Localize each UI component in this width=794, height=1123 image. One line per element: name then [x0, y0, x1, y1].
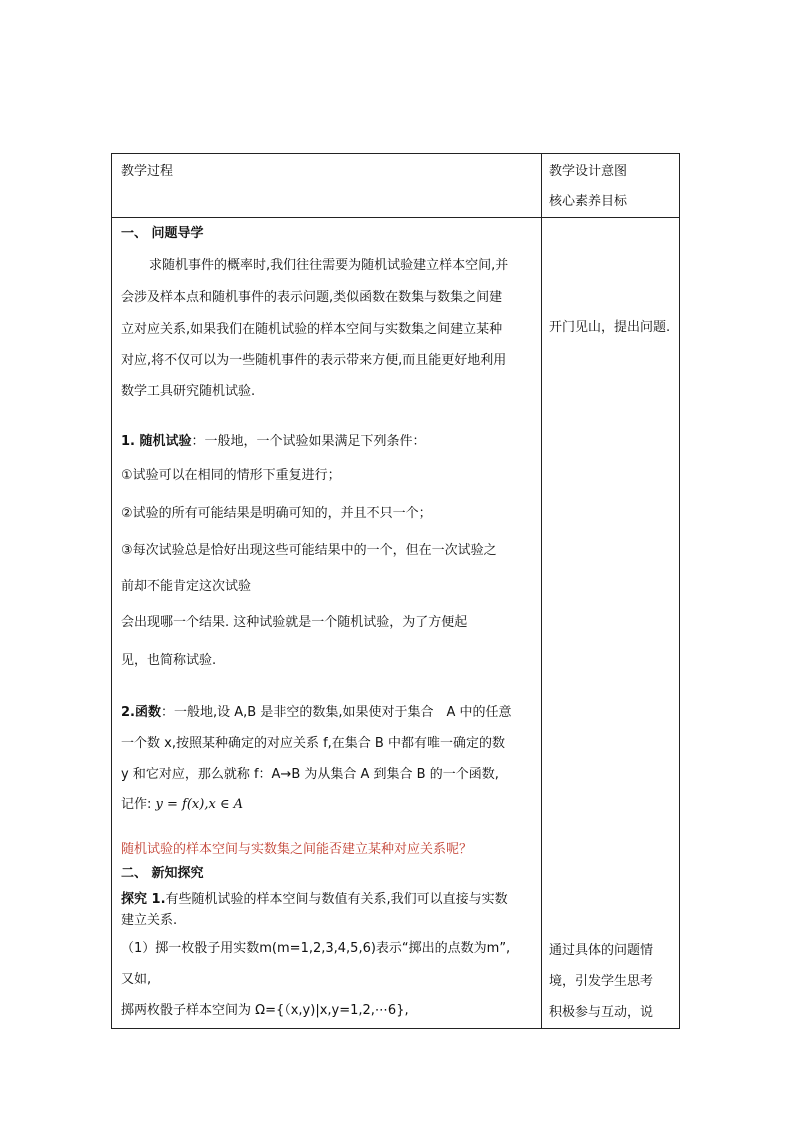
definition-1-text: ：一般地，一个试验如果满足下列条件：	[191, 434, 426, 449]
intro-line-3: 立对应关系,如果我们在随机试验的样本空间与实数集之间建立某种	[121, 322, 503, 337]
condition-4: 会出现哪一个结果. 这种试验就是一个随机试验，为了方便起	[121, 615, 468, 630]
header-left: 教学过程	[121, 164, 174, 179]
explore-1-line1: 有些随机试验的样本空间与数值有关系,我们可以直接与实数	[165, 892, 508, 907]
definition-2-label: 2.函数	[121, 705, 161, 720]
definition-2-line3: y 和它对应，那么就称 f：A→B 为从集合 A 到集合 B 的一个函数,	[121, 767, 499, 782]
definition-2-notation	[121, 797, 243, 813]
definition-1-label: 1. 随机试验	[121, 434, 192, 449]
definition-1	[121, 434, 426, 450]
intro-line-2: 会涉及样本点和随机事件的表示问题,类似函数在数集与数集之间建	[121, 290, 503, 305]
condition-2: ②试验的所有可能结果是明确可知的，并且不只一个；	[121, 506, 432, 521]
definition-2-line1: ：一般地,设 A,B 是非空的数集,如果使对于集合 A 中的任意	[160, 705, 512, 720]
definition-2-line2: 一个数 x,按照某种确定的对应关系 f,在集合 B 中都有唯一确定的数	[121, 736, 505, 751]
intro-line-4: 对应,将不仅可以为一些随机事件的表示带来方便,而且能更好地利用	[121, 353, 507, 368]
definition-2	[121, 705, 511, 721]
header-divider	[112, 217, 679, 218]
explore-1	[121, 892, 508, 908]
column-divider	[541, 154, 542, 1028]
design-note-2-line1: 通过具体的问题情	[549, 943, 654, 958]
explore-1-label: 探究 1.	[121, 892, 166, 907]
lesson-table	[111, 153, 680, 1029]
guiding-question: 随机试验的样本空间与实数集之间能否建立某种对应关系呢？	[121, 842, 473, 857]
condition-3: ③每次试验总是恰好出现这些可能结果中的一个，但在一次试验之	[121, 543, 497, 558]
example-2: 掷两枚骰子样本空间为 Ω={（x,y)|x,y=1,2,⋯6},	[121, 1003, 409, 1018]
explore-1-line2: 建立关系.	[121, 913, 178, 928]
design-note-1: 开门见山，提出问题.	[549, 320, 671, 335]
section2-title: 二、 新知探究	[121, 866, 204, 881]
design-note-2-line2: 境，引发学生思考	[549, 974, 654, 989]
design-note-2-line3: 积极参与互动，说	[549, 1005, 654, 1020]
header-right-line2: 核心素养目标	[549, 194, 628, 209]
notation-label: 记作:	[121, 797, 152, 812]
intro-line-5: 数学工具研究随机试验.	[121, 384, 256, 399]
example-1-cont: 又如,	[121, 972, 152, 987]
condition-3-cont: 前却不能肯定这次试验	[121, 579, 252, 594]
condition-4-cont: 见，也简称试验.	[121, 653, 217, 668]
header-right-line1: 教学设计意图	[549, 164, 628, 179]
example-1: （1）掷一枚骰子用实数m(m=1,2,3,4,5,6)表示“掷出的点数为m”,	[121, 941, 511, 956]
intro-line-1: 求随机事件的概率时,我们往往需要为随机试验建立样本空间,并	[149, 258, 509, 273]
section1-title: 一、 问题导学	[121, 226, 204, 241]
notation-formula: y = f(x),x ∈ A	[155, 797, 244, 812]
condition-1: ①试验可以在相同的情形下重复进行；	[121, 468, 341, 483]
